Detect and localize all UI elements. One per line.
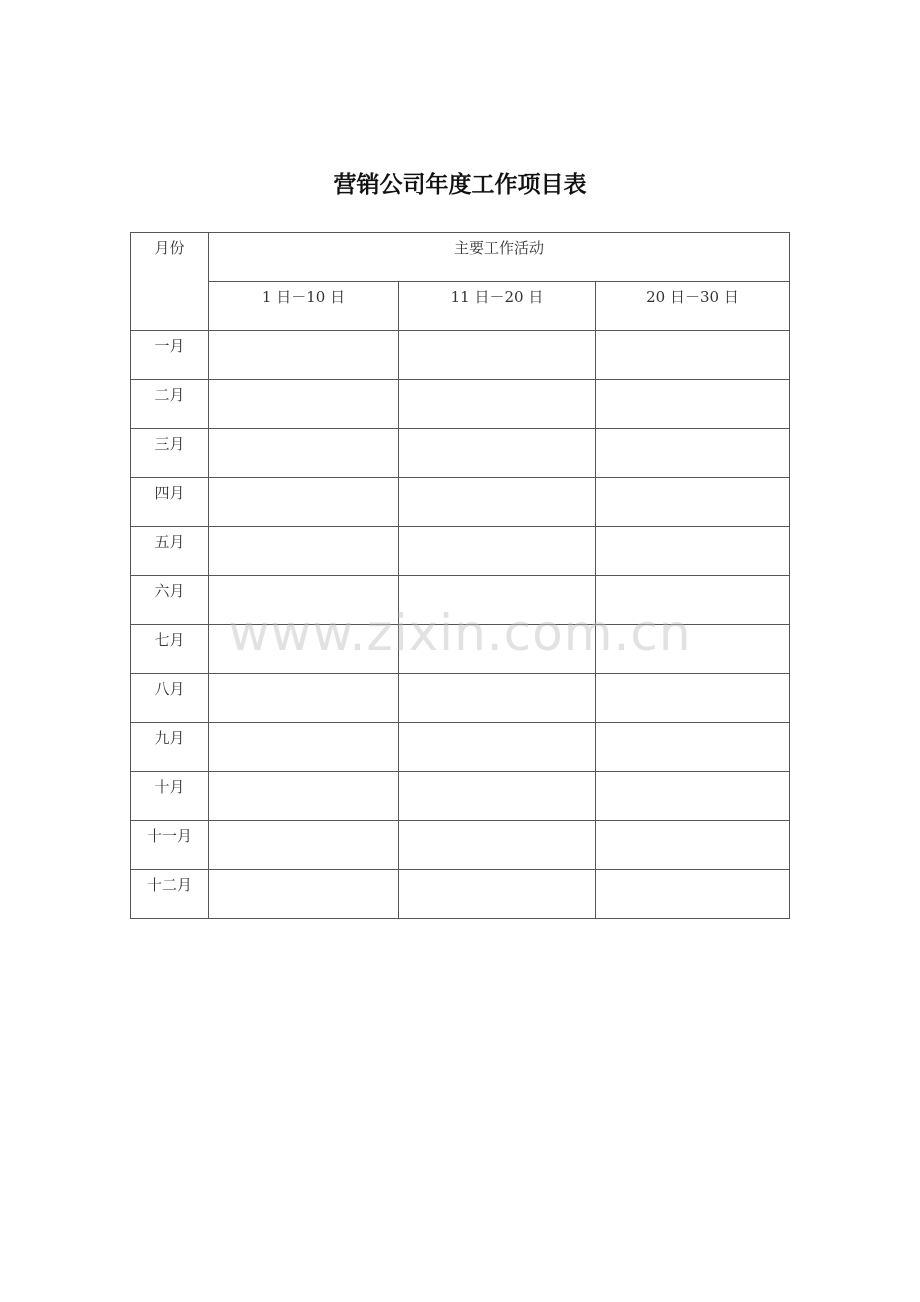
- table-row: [131, 821, 790, 870]
- activity-cell[interactable]: [399, 772, 596, 821]
- activity-cell[interactable]: [596, 674, 790, 723]
- month-label: 一月: [131, 331, 209, 380]
- activity-cell[interactable]: [596, 429, 790, 478]
- table-row: [131, 870, 790, 919]
- activity-column-header: 主要工作活动: [209, 233, 790, 282]
- activity-cell[interactable]: [209, 478, 399, 527]
- activity-cell[interactable]: [399, 625, 596, 674]
- activity-cell[interactable]: [596, 821, 790, 870]
- table-row: [131, 772, 790, 821]
- activity-cell[interactable]: [399, 380, 596, 429]
- activity-cell[interactable]: [209, 625, 399, 674]
- activity-cell[interactable]: [596, 772, 790, 821]
- table-row: [131, 527, 790, 576]
- month-label: 十月: [131, 772, 209, 821]
- watermark: www.zixin.com.cn: [228, 604, 692, 662]
- table-row: [131, 331, 790, 380]
- activity-cell[interactable]: [399, 331, 596, 380]
- activity-cell[interactable]: [209, 674, 399, 723]
- table-row: [131, 723, 790, 772]
- month-label: 六月: [131, 576, 209, 625]
- month-label: 二月: [131, 380, 209, 429]
- month-label: 七月: [131, 625, 209, 674]
- month-label: 四月: [131, 478, 209, 527]
- activity-cell[interactable]: [399, 478, 596, 527]
- month-label: 九月: [131, 723, 209, 772]
- activity-cell[interactable]: [596, 380, 790, 429]
- activity-cell[interactable]: [209, 527, 399, 576]
- table-row: [131, 674, 790, 723]
- table-row: [131, 429, 790, 478]
- activity-cell[interactable]: [596, 331, 790, 380]
- table-row: [131, 478, 790, 527]
- table-row: [131, 380, 790, 429]
- activity-cell[interactable]: [399, 870, 596, 919]
- page-title: 营销公司年度工作项目表: [333, 172, 587, 198]
- period-header-20-30: 20 日－30 日: [596, 282, 790, 331]
- activity-cell[interactable]: [209, 331, 399, 380]
- activity-cell[interactable]: [209, 429, 399, 478]
- month-label: 十一月: [131, 821, 209, 870]
- activity-cell[interactable]: [399, 821, 596, 870]
- activity-cell[interactable]: [596, 527, 790, 576]
- activity-cell[interactable]: [209, 772, 399, 821]
- activity-cell[interactable]: [596, 576, 790, 625]
- activity-cell[interactable]: [209, 380, 399, 429]
- month-label: 五月: [131, 527, 209, 576]
- activity-cell[interactable]: [399, 429, 596, 478]
- activity-cell[interactable]: [209, 821, 399, 870]
- header-row: [131, 233, 790, 282]
- activity-cell[interactable]: [399, 527, 596, 576]
- month-label: 十二月: [131, 870, 209, 919]
- month-label: 三月: [131, 429, 209, 478]
- table-row: [131, 576, 790, 625]
- activity-cell[interactable]: [209, 576, 399, 625]
- activity-cell[interactable]: [399, 674, 596, 723]
- activity-cell[interactable]: [209, 723, 399, 772]
- table-row: [131, 625, 790, 674]
- activity-cell[interactable]: [596, 723, 790, 772]
- activity-cell[interactable]: [596, 870, 790, 919]
- activity-cell[interactable]: [209, 870, 399, 919]
- period-header-11-20: 11 日－20 日: [399, 282, 596, 331]
- activity-cell[interactable]: [399, 576, 596, 625]
- activity-cell[interactable]: [399, 723, 596, 772]
- activity-cell[interactable]: [596, 478, 790, 527]
- activity-cell[interactable]: [596, 625, 790, 674]
- month-column-header: 月份: [131, 233, 209, 331]
- month-label: 八月: [131, 674, 209, 723]
- annual-work-plan-table: [130, 232, 790, 919]
- period-header-row: [131, 282, 790, 331]
- period-header-1-10: 1 日－10 日: [209, 282, 399, 331]
